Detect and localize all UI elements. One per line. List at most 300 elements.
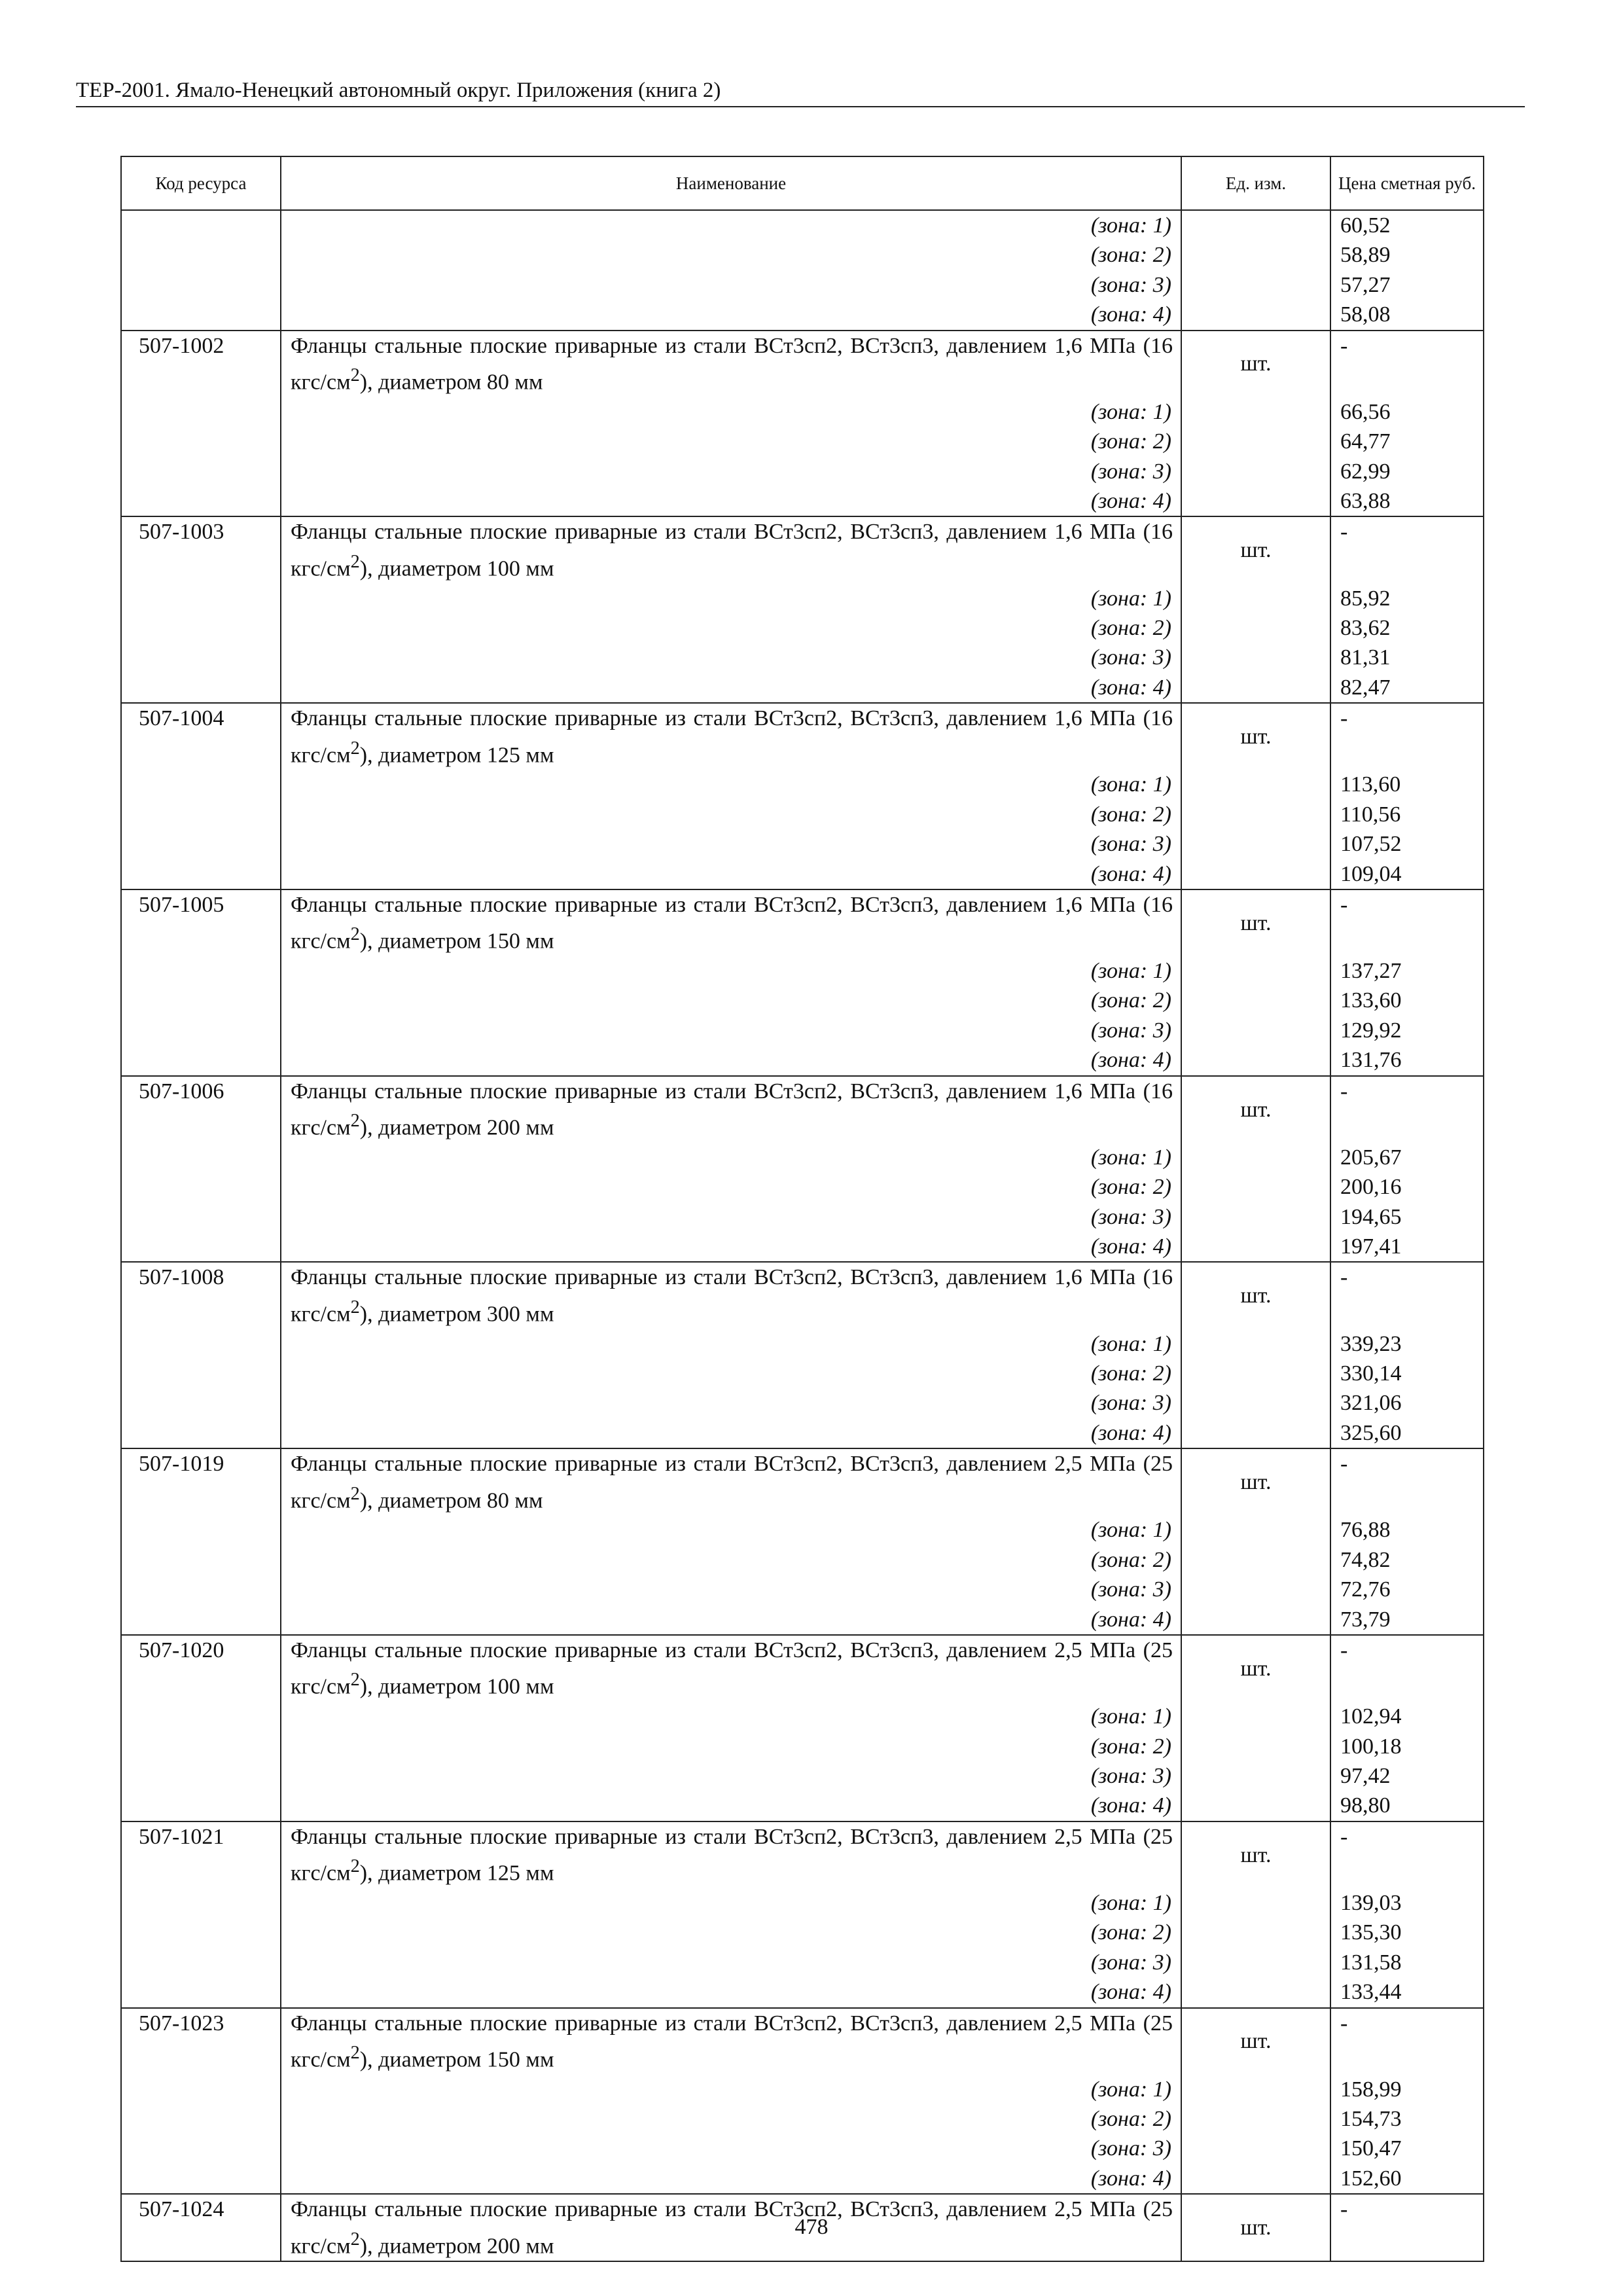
zone-price-value: 197,41 [1330, 1232, 1484, 1262]
resource-name-tail: ), диаметром 150 мм [359, 2047, 554, 2072]
zone-price-row [121, 2134, 1484, 2163]
zone-unit-cell [1181, 1545, 1330, 1575]
zone-code-cell [121, 1702, 281, 1731]
zone-label: (зона: 1) [281, 397, 1181, 427]
zone-price-value: 110,56 [1330, 800, 1484, 829]
unit-superscript: 2 [350, 1297, 360, 1318]
resource-name-tail: ), диаметром 300 мм [359, 1302, 554, 1327]
zone-label: (зона: 2) [281, 1732, 1181, 1761]
unit-superscript: 2 [350, 738, 360, 759]
zone-price-row [121, 613, 1484, 643]
zone-label: (зона: 4) [281, 1977, 1181, 2007]
zone-unit-cell [1181, 1977, 1330, 2007]
zone-unit-cell [1181, 486, 1330, 516]
zone-code-cell [121, 1918, 281, 1947]
zone-unit-cell [1181, 1948, 1330, 1977]
resource-name-text: Фланцы стальные плоские приварные из стали ВСт3сп2, ВСт3сп3, давлением 1,6 МПа (16 кгс/см [291, 1265, 1173, 1327]
table-header-row [121, 156, 1484, 210]
column-header-name: Наименование [281, 156, 1181, 210]
resource-price-table [120, 156, 1484, 2262]
zone-unit-cell [1181, 1702, 1330, 1731]
zone-code-cell [121, 584, 281, 613]
zone-price-row [121, 2104, 1484, 2134]
resource-code: 507-1003 [121, 516, 281, 583]
resource-name-text: Фланцы стальные плоские приварные из стали ВСт3сп2, ВСт3сп3, давлением 1,6 МПа (16 кгс/см [291, 706, 1173, 767]
zone-code-cell [121, 486, 281, 516]
zone-code-cell [121, 1732, 281, 1761]
zone-price-value: 131,76 [1330, 1045, 1484, 1075]
zone-label: (зона: 2) [281, 800, 1181, 829]
zone-unit-cell [1181, 1359, 1330, 1388]
zone-unit-cell [1181, 643, 1330, 672]
resource-unit: шт. [1181, 331, 1330, 397]
zone-price-value: 100,18 [1330, 1732, 1484, 1761]
resource-price: - [1330, 1076, 1484, 1143]
table-row [121, 2008, 1484, 2075]
resource-name-text: Фланцы стальные плоские приварные из стали ВСт3сп2, ВСт3сп3, давлением 2,5 МПа (25 кгс/см [291, 1824, 1173, 1886]
zone-price-row [121, 1732, 1484, 1761]
zone-price-row [121, 240, 1484, 270]
zone-label: (зона: 3) [281, 829, 1181, 859]
zone-price-value: 102,94 [1330, 1702, 1484, 1731]
table-row [121, 703, 1484, 770]
zone-label: (зона: 1) [281, 210, 1181, 240]
zone-code-cell [121, 1143, 281, 1172]
zone-code-cell [121, 397, 281, 427]
zone-label: (зона: 3) [281, 1575, 1181, 1604]
resource-code: 507-1023 [121, 2008, 281, 2075]
zone-price-row [121, 2164, 1484, 2194]
table-row [121, 1076, 1484, 1143]
resource-price: - [1330, 1821, 1484, 1888]
zone-price-value: 85,92 [1330, 584, 1484, 613]
zone-label: (зона: 2) [281, 240, 1181, 270]
zone-unit-cell [1181, 1791, 1330, 1821]
resource-code: 507-1021 [121, 1821, 281, 1888]
resource-name [281, 889, 1181, 956]
zone-code-cell [121, 673, 281, 703]
zone-unit-cell [1181, 1388, 1330, 1418]
zone-price-row [121, 210, 1484, 240]
resource-price: - [1330, 703, 1484, 770]
zone-code-cell [121, 956, 281, 986]
zone-price-row [121, 486, 1484, 516]
zone-price-value: 72,76 [1330, 1575, 1484, 1604]
zone-code-cell [121, 986, 281, 1015]
zone-code-cell [121, 1232, 281, 1262]
zone-code-cell [121, 1359, 281, 1388]
zone-code-cell [121, 859, 281, 889]
zone-price-value: 58,08 [1330, 300, 1484, 330]
zone-price-row [121, 1016, 1484, 1045]
resource-name [281, 516, 1181, 583]
zone-unit-cell [1181, 427, 1330, 456]
zone-code-cell [121, 1172, 281, 1202]
zone-price-row [121, 986, 1484, 1015]
zone-unit-cell [1181, 210, 1330, 240]
zone-price-value: 158,99 [1330, 2075, 1484, 2104]
table-row [121, 1262, 1484, 1329]
zone-price-row [121, 2075, 1484, 2104]
unit-superscript: 2 [350, 1670, 360, 1691]
zone-unit-cell [1181, 270, 1330, 300]
resource-code: 507-1019 [121, 1448, 281, 1515]
zone-price-value: 154,73 [1330, 2104, 1484, 2134]
zone-price-row [121, 1232, 1484, 1262]
zone-price-value: 58,89 [1330, 240, 1484, 270]
zone-price-value: 205,67 [1330, 1143, 1484, 1172]
zone-unit-cell [1181, 1143, 1330, 1172]
unit-superscript: 2 [350, 551, 360, 572]
resource-name [281, 1262, 1181, 1329]
zone-price-row [121, 270, 1484, 300]
zone-price-value: 137,27 [1330, 956, 1484, 986]
page-header: ТЕР-2001. Ямало-Ненецкий автономный округ. Приложения (книга 2) [76, 77, 1525, 107]
zone-code-cell [121, 1016, 281, 1045]
zone-unit-cell [1181, 829, 1330, 859]
column-header-price: Цена сметная руб. [1330, 156, 1484, 210]
zone-code-cell [121, 1418, 281, 1448]
resource-code: 507-1020 [121, 1635, 281, 1702]
zone-label: (зона: 1) [281, 1888, 1181, 1918]
zone-label: (зона: 3) [281, 1202, 1181, 1232]
zone-label: (зона: 4) [281, 1418, 1181, 1448]
zone-unit-cell [1181, 1202, 1330, 1232]
zone-price-row [121, 457, 1484, 486]
zone-price-value: 330,14 [1330, 1359, 1484, 1388]
zone-label: (зона: 2) [281, 986, 1181, 1015]
zone-label: (зона: 2) [281, 1918, 1181, 1947]
unit-superscript: 2 [350, 1111, 360, 1132]
resource-name [281, 331, 1181, 397]
column-header-code: Код ресурса [121, 156, 281, 210]
zone-price-value: 57,27 [1330, 270, 1484, 300]
zone-label: (зона: 2) [281, 613, 1181, 643]
zone-price-value: 133,44 [1330, 1977, 1484, 2007]
zone-price-row [121, 1977, 1484, 2007]
resource-unit: шт. [1181, 1076, 1330, 1143]
unit-superscript: 2 [350, 2229, 360, 2250]
zone-label: (зона: 3) [281, 1761, 1181, 1791]
zone-price-value: 66,56 [1330, 397, 1484, 427]
zone-label: (зона: 4) [281, 300, 1181, 330]
zone-unit-cell [1181, 1732, 1330, 1761]
zone-label: (зона: 2) [281, 1172, 1181, 1202]
zone-price-row [121, 1202, 1484, 1232]
zone-unit-cell [1181, 1016, 1330, 1045]
zone-price-row [121, 584, 1484, 613]
zone-unit-cell [1181, 1232, 1330, 1262]
table-row [121, 516, 1484, 583]
zone-code-cell [121, 300, 281, 330]
table-row [121, 889, 1484, 956]
zone-unit-cell [1181, 2134, 1330, 2163]
zone-label: (зона: 3) [281, 457, 1181, 486]
zone-code-cell [121, 1202, 281, 1232]
zone-price-row [121, 1143, 1484, 1172]
resource-code: 507-1004 [121, 703, 281, 770]
table-row [121, 1448, 1484, 1515]
zone-price-value: 82,47 [1330, 673, 1484, 703]
resource-name-text: Фланцы стальные плоские приварные из стали ВСт3сп2, ВСт3сп3, давлением 2,5 МПа (25 кгс/см [291, 2197, 1173, 2259]
zone-price-value: 129,92 [1330, 1016, 1484, 1045]
resource-name-tail: ), диаметром 200 мм [359, 1115, 554, 1140]
zone-label: (зона: 1) [281, 1329, 1181, 1359]
zone-unit-cell [1181, 1172, 1330, 1202]
zone-unit-cell [1181, 584, 1330, 613]
table-row [121, 331, 1484, 397]
resource-price: - [1330, 1635, 1484, 1702]
zone-label: (зона: 3) [281, 2134, 1181, 2163]
zone-unit-cell [1181, 673, 1330, 703]
resource-unit: шт. [1181, 1821, 1330, 1888]
resource-name-text: Фланцы стальные плоские приварные из стали ВСт3сп2, ВСт3сп3, давлением 2,5 МПа (25 кгс/см [291, 1638, 1173, 1699]
zone-code-cell [121, 2134, 281, 2163]
zone-label: (зона: 1) [281, 1702, 1181, 1731]
zone-price-value: 113,60 [1330, 770, 1484, 799]
zone-code-cell [121, 1515, 281, 1545]
resource-code: 507-1006 [121, 1076, 281, 1143]
zone-price-value: 63,88 [1330, 486, 1484, 516]
zone-unit-cell [1181, 800, 1330, 829]
zone-unit-cell [1181, 240, 1330, 270]
zone-code-cell [121, 270, 281, 300]
zone-price-row [121, 800, 1484, 829]
resource-name-tail: ), диаметром 80 мм [359, 370, 543, 395]
zone-code-cell [121, 1977, 281, 2007]
zone-code-cell [121, 1605, 281, 1635]
zone-label: (зона: 2) [281, 1359, 1181, 1388]
zone-price-row [121, 859, 1484, 889]
resource-name-tail: ), диаметром 200 мм [359, 2234, 554, 2259]
zone-price-value: 325,60 [1330, 1418, 1484, 1448]
zone-unit-cell [1181, 300, 1330, 330]
zone-code-cell [121, 457, 281, 486]
resource-code: 507-1024 [121, 2194, 281, 2261]
column-header-unit: Ед. изм. [1181, 156, 1330, 210]
zone-code-cell [121, 2164, 281, 2194]
zone-price-value: 81,31 [1330, 643, 1484, 672]
resource-code: 507-1008 [121, 1262, 281, 1329]
zone-unit-cell [1181, 2075, 1330, 2104]
zone-code-cell [121, 643, 281, 672]
resource-price: - [1330, 516, 1484, 583]
zone-price-row [121, 956, 1484, 986]
resource-unit: шт. [1181, 1262, 1330, 1329]
unit-superscript: 2 [350, 924, 360, 945]
zone-label: (зона: 3) [281, 1948, 1181, 1977]
resource-name-text: Фланцы стальные плоские приварные из стали ВСт3сп2, ВСт3сп3, давлением 1,6 МПа (16 кгс/см [291, 892, 1173, 954]
zone-price-row [121, 1359, 1484, 1388]
zone-unit-cell [1181, 1515, 1330, 1545]
zone-label: (зона: 4) [281, 1605, 1181, 1635]
zone-price-row [121, 829, 1484, 859]
zone-price-value: 98,80 [1330, 1791, 1484, 1821]
zone-unit-cell [1181, 770, 1330, 799]
resource-name [281, 1635, 1181, 1702]
resource-code: 507-1002 [121, 331, 281, 397]
zone-unit-cell [1181, 1605, 1330, 1635]
zone-code-cell [121, 240, 281, 270]
zone-unit-cell [1181, 1418, 1330, 1448]
zone-label: (зона: 4) [281, 2164, 1181, 2194]
zone-price-row [121, 300, 1484, 330]
table-body [121, 210, 1484, 2261]
zone-label: (зона: 1) [281, 770, 1181, 799]
zone-label: (зона: 2) [281, 427, 1181, 456]
zone-price-row [121, 673, 1484, 703]
zone-label: (зона: 4) [281, 673, 1181, 703]
zone-unit-cell [1181, 1045, 1330, 1075]
zone-price-row [121, 1515, 1484, 1545]
zone-unit-cell [1181, 457, 1330, 486]
zone-code-cell [121, 210, 281, 240]
zone-price-row [121, 643, 1484, 672]
zone-price-value: 83,62 [1330, 613, 1484, 643]
zone-price-row [121, 1418, 1484, 1448]
zone-code-cell [121, 1761, 281, 1791]
zone-price-row [121, 1045, 1484, 1075]
resource-name [281, 2008, 1181, 2075]
zone-code-cell [121, 770, 281, 799]
zone-price-value: 135,30 [1330, 1918, 1484, 1947]
zone-price-value: 64,77 [1330, 427, 1484, 456]
resource-name-tail: ), диаметром 80 мм [359, 1488, 543, 1513]
zone-label: (зона: 3) [281, 1016, 1181, 1045]
zone-price-value: 152,60 [1330, 2164, 1484, 2194]
zone-code-cell [121, 829, 281, 859]
zone-price-row [121, 1948, 1484, 1977]
zone-price-row [121, 1545, 1484, 1575]
resource-unit: шт. [1181, 2194, 1330, 2261]
zone-price-value: 139,03 [1330, 1888, 1484, 1918]
zone-code-cell [121, 427, 281, 456]
resource-price: - [1330, 1262, 1484, 1329]
resource-name [281, 1076, 1181, 1143]
zone-price-row [121, 1702, 1484, 1731]
zone-unit-cell [1181, 2164, 1330, 2194]
resource-name [281, 703, 1181, 770]
zone-label: (зона: 1) [281, 956, 1181, 986]
zone-label: (зона: 3) [281, 1388, 1181, 1418]
zone-price-row [121, 1918, 1484, 1947]
resource-name-text: Фланцы стальные плоские приварные из стали ВСт3сп2, ВСт3сп3, давлением 1,6 МПа (16 кгс/см [291, 333, 1173, 395]
zone-label: (зона: 3) [281, 270, 1181, 300]
zone-unit-cell [1181, 859, 1330, 889]
zone-code-cell [121, 2104, 281, 2134]
zone-unit-cell [1181, 956, 1330, 986]
zone-price-row [121, 1605, 1484, 1635]
zone-unit-cell [1181, 397, 1330, 427]
zone-price-value: 150,47 [1330, 2134, 1484, 2163]
resource-name-text: Фланцы стальные плоские приварные из стали ВСт3сп2, ВСт3сп3, давлением 2,5 МПа (25 кгс/см [291, 1452, 1173, 1513]
zone-label: (зона: 4) [281, 859, 1181, 889]
resource-unit: шт. [1181, 516, 1330, 583]
zone-code-cell [121, 800, 281, 829]
zone-price-value: 60,52 [1330, 210, 1484, 240]
zone-price-row [121, 1791, 1484, 1821]
resource-name-tail: ), диаметром 150 мм [359, 929, 554, 954]
zone-label: (зона: 4) [281, 1791, 1181, 1821]
resource-name-tail: ), диаметром 125 мм [359, 742, 554, 767]
resource-unit: шт. [1181, 889, 1330, 956]
zone-price-row [121, 1761, 1484, 1791]
zone-code-cell [121, 1388, 281, 1418]
zone-unit-cell [1181, 1918, 1330, 1947]
zone-code-cell [121, 1045, 281, 1075]
zone-code-cell [121, 1948, 281, 1977]
resource-price: - [1330, 889, 1484, 956]
zone-label: (зона: 1) [281, 1515, 1181, 1545]
resource-name-text: Фланцы стальные плоские приварные из стали ВСт3сп2, ВСт3сп3, давлением 1,6 МПа (16 кгс/см [291, 520, 1173, 581]
zone-price-row [121, 1329, 1484, 1359]
zone-unit-cell [1181, 1329, 1330, 1359]
zone-unit-cell [1181, 986, 1330, 1015]
zone-price-value: 73,79 [1330, 1605, 1484, 1635]
zone-price-value: 200,16 [1330, 1172, 1484, 1202]
zone-code-cell [121, 1791, 281, 1821]
zone-price-value: 321,06 [1330, 1388, 1484, 1418]
zone-label: (зона: 4) [281, 486, 1181, 516]
resource-name-tail: ), диаметром 125 мм [359, 1861, 554, 1886]
zone-label: (зона: 3) [281, 643, 1181, 672]
zone-price-value: 107,52 [1330, 829, 1484, 859]
zone-unit-cell [1181, 1575, 1330, 1604]
zone-price-value: 194,65 [1330, 1202, 1484, 1232]
zone-unit-cell [1181, 2104, 1330, 2134]
zone-code-cell [121, 1329, 281, 1359]
resource-price: - [1330, 2194, 1484, 2261]
page-number: 478 [794, 2215, 829, 2239]
zone-price-value: 133,60 [1330, 986, 1484, 1015]
resource-code: 507-1005 [121, 889, 281, 956]
zone-label: (зона: 1) [281, 584, 1181, 613]
zone-label: (зона: 4) [281, 1232, 1181, 1262]
zone-price-row [121, 1575, 1484, 1604]
zone-price-row [121, 397, 1484, 427]
zone-label: (зона: 1) [281, 2075, 1181, 2104]
zone-price-row [121, 1888, 1484, 1918]
zone-price-value: 74,82 [1330, 1545, 1484, 1575]
resource-name [281, 1448, 1181, 1515]
zone-price-value: 76,88 [1330, 1515, 1484, 1545]
zone-price-row [121, 1172, 1484, 1202]
zone-label: (зона: 1) [281, 1143, 1181, 1172]
resource-name-tail: ), диаметром 100 мм [359, 556, 554, 581]
resource-unit: шт. [1181, 703, 1330, 770]
zone-price-value: 62,99 [1330, 457, 1484, 486]
zone-unit-cell [1181, 613, 1330, 643]
unit-superscript: 2 [350, 2042, 360, 2063]
table-row [121, 1821, 1484, 1888]
zone-price-value: 131,58 [1330, 1948, 1484, 1977]
resource-name-tail: ), диаметром 100 мм [359, 1674, 554, 1699]
resource-name-text: Фланцы стальные плоские приварные из стали ВСт3сп2, ВСт3сп3, давлением 2,5 МПа (25 кгс/см [291, 2011, 1173, 2072]
zone-price-value: 97,42 [1330, 1761, 1484, 1791]
zone-price-row [121, 1388, 1484, 1418]
zone-unit-cell [1181, 1888, 1330, 1918]
zone-code-cell [121, 1888, 281, 1918]
zone-price-row [121, 427, 1484, 456]
zone-code-cell [121, 1575, 281, 1604]
zone-unit-cell [1181, 1761, 1330, 1791]
resource-unit: шт. [1181, 1635, 1330, 1702]
resource-name [281, 1821, 1181, 1888]
zone-code-cell [121, 1545, 281, 1575]
resource-price: - [1330, 1448, 1484, 1515]
table-row [121, 1635, 1484, 1702]
zone-price-value: 339,23 [1330, 1329, 1484, 1359]
